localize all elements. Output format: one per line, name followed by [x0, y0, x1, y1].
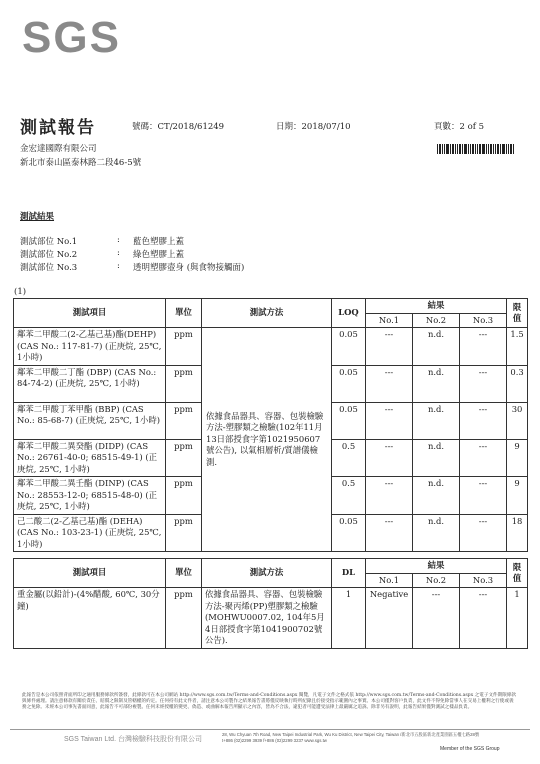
row3-limit: 30	[507, 402, 528, 439]
report-date-label: 日期：	[276, 122, 302, 132]
barcode-bar	[464, 144, 467, 154]
table1-header-loq: LOQ	[332, 299, 366, 328]
table-row	[14, 588, 528, 649]
client-address: 新北市泰山區泰林路二段46-5號	[20, 158, 142, 168]
client-name: 金宏達國際有限公司	[20, 144, 97, 154]
row3-no3: ---	[460, 402, 507, 439]
row3-item: 鄰苯二甲酸丁苯甲酯 (BBP) (CAS No.: 85-68-7) (正庚烷, 25℃, 1小時)	[14, 402, 166, 439]
barcode-bar	[500, 144, 501, 154]
t2-row1-method: 依據食品器具、容器、包裝檢驗方法-聚丙烯(PP)塑膠類之檢驗(MOHWU0007.02, 104年5月4日部授食字第1041900702號公告).	[202, 588, 332, 649]
table-row	[14, 328, 528, 366]
page-number-label: 頁數：	[434, 122, 460, 132]
row6-no1: ---	[366, 514, 413, 552]
row1-no3: ---	[460, 328, 507, 366]
part-3-label: 測試部位 No.3	[20, 263, 78, 273]
row3-no2: n.d.	[413, 402, 460, 439]
t2-row1-item: 重金屬(以鉛計)-(4%醋酸, 60℃, 30分鐘)	[14, 588, 166, 649]
barcode-bar	[495, 144, 496, 154]
part-1-label: 測試部位 No.1	[20, 237, 78, 247]
row2-limit: 0.3	[507, 365, 528, 402]
table2-header-item: 測試項目	[14, 559, 166, 588]
row5-unit: ppm	[166, 477, 202, 515]
barcode-bar	[508, 144, 509, 154]
row6-no2: n.d.	[413, 514, 460, 552]
barcode	[437, 144, 515, 154]
row6-limit: 18	[507, 514, 528, 552]
barcode-bar	[482, 144, 485, 154]
row1-limit: 1.5	[507, 328, 528, 366]
part-1-sep: :	[117, 235, 120, 245]
row1-unit: ppm	[166, 328, 202, 366]
row2-unit: ppm	[166, 365, 202, 402]
table2-header-no3: No.3	[460, 573, 507, 588]
row2-loq: 0.05	[332, 365, 366, 402]
barcode-bar	[502, 144, 505, 154]
row4-unit: ppm	[166, 439, 202, 477]
barcode-bar	[459, 144, 461, 154]
barcode-bar	[488, 144, 489, 154]
barcode-bar	[477, 144, 478, 154]
barcode-bar	[510, 144, 512, 154]
row4-no3: ---	[460, 439, 507, 477]
t2-row1-no1: Negative	[366, 588, 413, 649]
barcode-bar	[462, 144, 463, 154]
row5-no1: ---	[366, 477, 413, 515]
barcode-bar	[506, 144, 507, 154]
table1-header-method: 測試方法	[202, 299, 332, 328]
footer-phone: t+886 (02)2299 3939 f+886 (02)2299 3237 www.sgs.tw	[222, 738, 327, 743]
barcode-bar	[513, 144, 514, 154]
barcode-bar	[450, 144, 451, 154]
barcode-bar	[490, 144, 492, 154]
table2-header-method: 測試方法	[202, 559, 332, 588]
row2-no3: ---	[460, 365, 507, 402]
t2-row1-dl: 1	[332, 588, 366, 649]
table2-header-no1: No.1	[366, 573, 413, 588]
row2-item: 鄰苯二甲酸二丁酯 (DBP) (CAS No.: 84-74-2) (正庚烷, 25℃, 1小時)	[14, 365, 166, 402]
barcode-bar	[493, 144, 494, 154]
barcode-bar	[468, 144, 469, 154]
table2-header-dl: DL	[332, 559, 366, 588]
row6-loq: 0.05	[332, 514, 366, 552]
footer-disclaimer: 此報告是本公司依照背面所印之通用服務條款所簽發，此條款可在本公司網站 http://www.sgs.com.tw/Terms-and-Conditions.aspx 閱覽，凡電子文件之格式依 http://www.sgs.com.tw/Terms-and-Conditions.aspx 之電子文件期限條款與條件處理。請注意條款有關於責任、賠償之限制及管轄權的約定。任何持有此文件者，請注意本公司製作之結果報告書將僅反映執行時所紀錄且於接受指示範圍內之事實。本公司僅對客戶負責，此文件不得免除當事人在交易上權利之行使或義務之免除。未經本公司事先書面同意，此報告不可部份複製。任何未經授權的變更、偽造、或曲解本報告所顯示之內容，皆為不合法，違犯者可能遭受法律上最嚴厲之追訴。除非另有說明，此報告結果僅對測試之樣品負責。	[22, 693, 517, 710]
footer-company: SGS Taiwan Ltd. 台灣檢驗科技股份有限公司	[64, 736, 202, 743]
row1-item: 鄰苯二甲酸二(2-乙基己基)酯(DEHP) (CAS No.: 117-81-7) (正庚烷, 25℃, 1小時)	[14, 328, 166, 366]
row2-no2: n.d.	[413, 365, 460, 402]
page-number	[434, 120, 484, 132]
barcode-bar	[486, 144, 487, 154]
row5-limit: 9	[507, 477, 528, 515]
t2-row1-no2: ---	[413, 588, 460, 649]
table2-header-unit: 單位	[166, 559, 202, 588]
page-title: 測試報告	[20, 118, 96, 138]
table1-method: 依據食品器具、容器、包裝檢驗方法-塑膠類之檢驗(102年11月13日部授食字第1021950607號公告), 以氣相層析/質譜儀檢測.	[202, 328, 332, 552]
barcode-bar	[444, 144, 445, 154]
row2-no1: ---	[366, 365, 413, 402]
part-2-label: 測試部位 No.2	[20, 250, 78, 260]
row6-unit: ppm	[166, 514, 202, 552]
barcode-bar	[446, 144, 449, 154]
barcode-bar	[472, 144, 474, 154]
page-number-value: 2 of 5	[459, 122, 484, 132]
barcode-bar	[452, 144, 454, 154]
row5-no2: n.d.	[413, 477, 460, 515]
row3-unit: ppm	[166, 402, 202, 439]
section-title: 測試結果	[20, 212, 55, 222]
barcode-bar	[475, 144, 476, 154]
footer-address: 28, Wu Chyuan 7th Road, New Taipei Industrial Park, Wu Ku District, New Taipei City, Taiwan /新北市五股區新北產業園區五權七路28號	[222, 732, 480, 737]
results-table-2	[13, 558, 528, 649]
table1-header-no1: No.1	[366, 313, 413, 328]
row5-item: 鄰苯二甲酸二異壬酯 (DINP) (CAS No.: 28553-12-0; 68515-48-0) (正庚烷, 25℃, 1小時)	[14, 477, 166, 515]
part-3-sep: :	[117, 261, 120, 271]
table1-label: (1)	[14, 287, 27, 297]
row3-loq: 0.05	[332, 402, 366, 439]
table1-header-no2: No.2	[413, 313, 460, 328]
row4-limit: 9	[507, 439, 528, 477]
part-2-desc: 綠色塑膠上蓋	[133, 250, 185, 260]
table2-header-limit: 限值	[507, 559, 528, 588]
barcode-bar	[497, 144, 499, 154]
barcode-bar	[479, 144, 481, 154]
row5-no3: ---	[460, 477, 507, 515]
report-number-value: CT/2018/61249	[157, 122, 225, 132]
row3-no1: ---	[366, 402, 413, 439]
table1-header-item: 測試項目	[14, 299, 166, 328]
report-number	[132, 120, 224, 132]
table1-header-no3: No.3	[460, 313, 507, 328]
table1-header-unit: 單位	[166, 299, 202, 328]
row1-no2: n.d.	[413, 328, 460, 366]
row5-loq: 0.5	[332, 477, 366, 515]
part-3-desc: 透明塑膠壺身 (與食物接觸面)	[133, 263, 245, 273]
barcode-bar	[470, 144, 471, 154]
row4-item: 鄰苯二甲酸二異癸酯 (DIDP) (CAS No.: 26761-40-0; 68515-49-1) (正庚烷, 25℃, 1小時)	[14, 439, 166, 477]
part-1-desc: 藍色塑膠上蓋	[133, 237, 185, 247]
table2-header-no2: No.2	[413, 573, 460, 588]
footer-bar	[10, 729, 530, 752]
table1-header-limit: 限值	[507, 299, 528, 328]
report-date	[276, 120, 351, 132]
row1-no1: ---	[366, 328, 413, 366]
barcode-bar	[455, 144, 456, 154]
row6-no3: ---	[460, 514, 507, 552]
report-date-value: 2018/07/10	[301, 122, 351, 132]
footer-member: Member of the SGS Group	[440, 746, 500, 752]
table2-header-result: 結果	[366, 559, 507, 574]
results-table-1	[13, 298, 528, 552]
row4-no2: n.d.	[413, 439, 460, 477]
report-number-label: 號碼：	[132, 122, 158, 132]
row1-loq: 0.05	[332, 328, 366, 366]
table1-header-result: 結果	[366, 299, 507, 314]
row6-item: 己二酸二(2-乙基己基)酯 (DEHA) (CAS No.: 103-23-1) (正庚烷, 25℃, 1小時)	[14, 514, 166, 552]
part-2-sep: :	[117, 248, 120, 258]
t2-row1-no3: ---	[460, 588, 507, 649]
barcode-bar	[457, 144, 458, 154]
t2-row1-unit: ppm	[166, 588, 202, 649]
barcode-bar	[442, 144, 443, 154]
sgs-logo: SGS	[22, 13, 121, 62]
row4-no1: ---	[366, 439, 413, 477]
row4-loq: 0.5	[332, 439, 366, 477]
barcode-bar	[439, 144, 441, 154]
t2-row1-limit: 1	[507, 588, 528, 649]
barcode-bar	[437, 144, 438, 154]
